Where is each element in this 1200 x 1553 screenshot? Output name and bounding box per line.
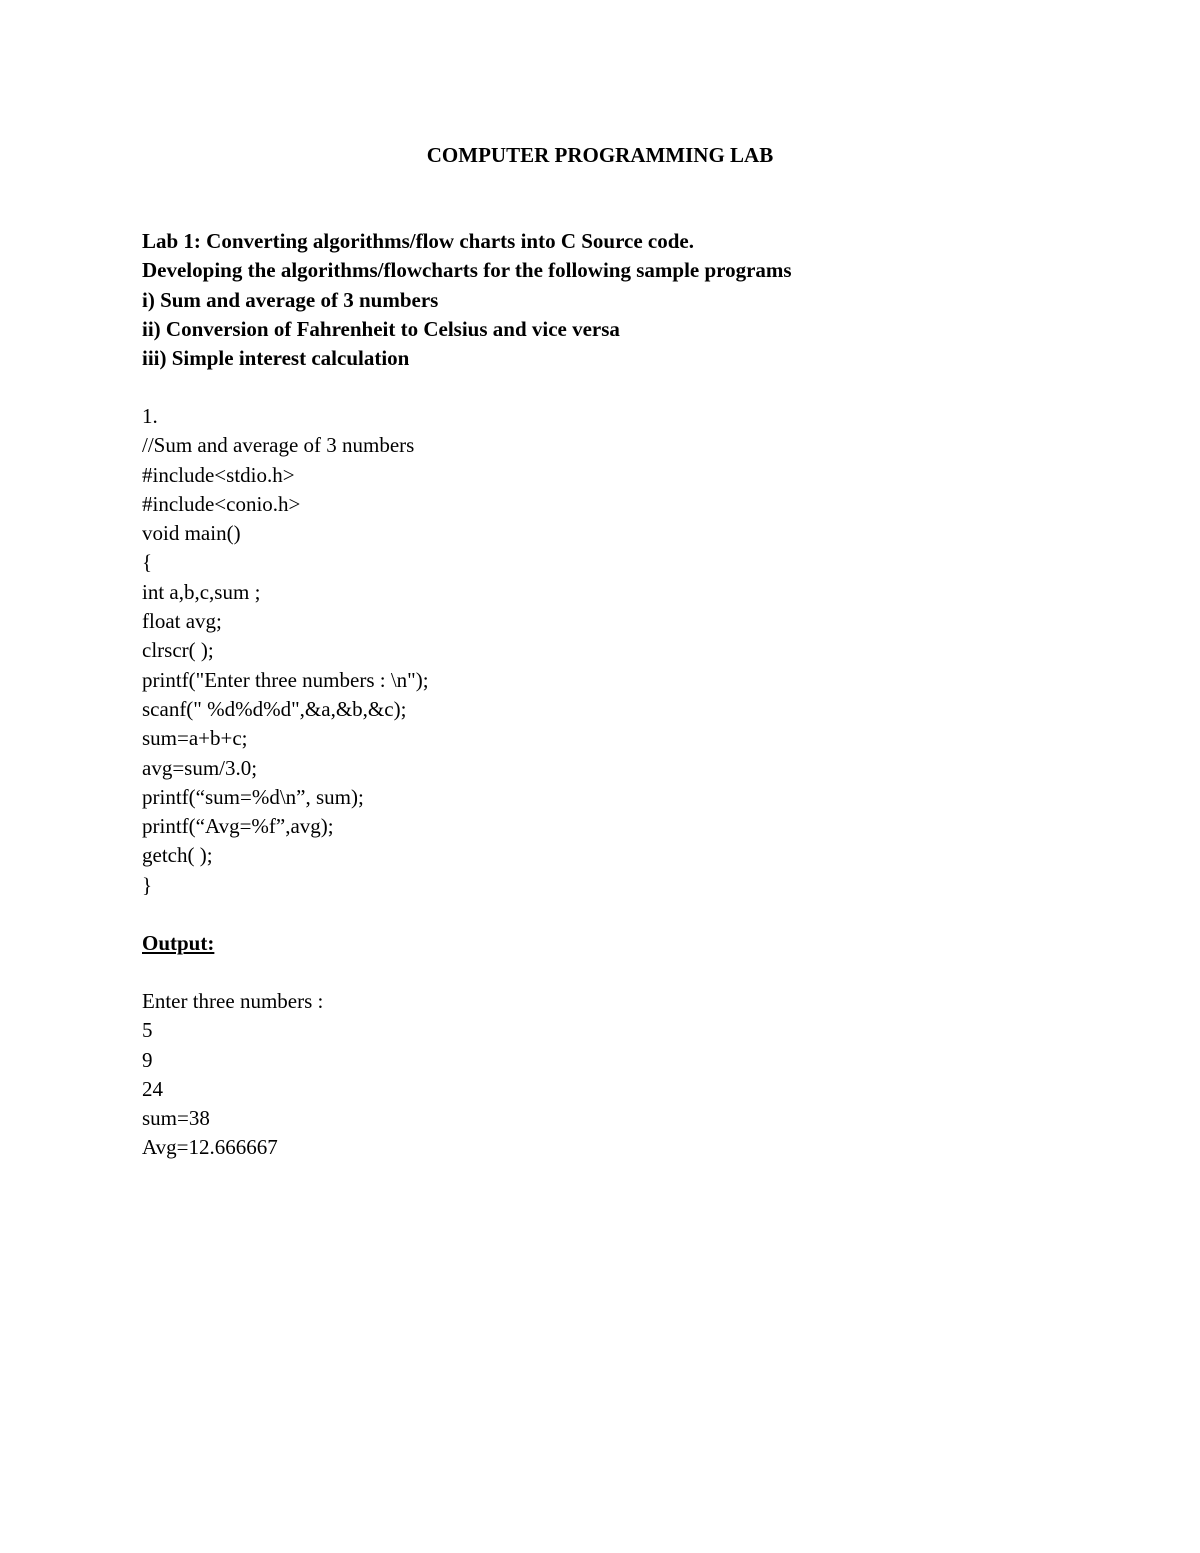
code-line: avg=sum/3.0; bbox=[142, 755, 258, 780]
code-line: scanf(" %d%d%d",&a,&b,&c); bbox=[142, 696, 407, 721]
output-line: 24 bbox=[142, 1076, 163, 1101]
program-item-1: i) Sum and average of 3 numbers bbox=[142, 287, 439, 312]
code-line: #include<conio.h> bbox=[142, 491, 301, 516]
code-line: void main() bbox=[142, 521, 241, 546]
code-line: getch( ); bbox=[142, 843, 213, 868]
lab-heading: Lab 1: Converting algorithms/flow charts into C Source code. bbox=[142, 229, 694, 253]
code-line: printf(“Avg=%f”,avg); bbox=[142, 814, 334, 839]
output-line: Avg=12.666667 bbox=[142, 1135, 278, 1160]
code-line: float avg; bbox=[142, 609, 222, 634]
program-item-3: iii) Simple interest calculation bbox=[142, 346, 410, 371]
output-listing bbox=[142, 987, 323, 1163]
output-line: 5 bbox=[142, 1018, 153, 1043]
lab-subheading: Developing the algorithms/flowcharts for the following sample programs bbox=[142, 258, 792, 283]
code-line: clrscr( ); bbox=[142, 638, 214, 663]
code-line: sum=a+b+c; bbox=[142, 726, 248, 751]
program-number: 1. bbox=[142, 404, 158, 428]
lab-heading-block bbox=[142, 227, 792, 373]
code-line: //Sum and average of 3 numbers bbox=[142, 433, 415, 458]
code-line: #include<stdio.h> bbox=[142, 462, 295, 487]
code-line: { bbox=[142, 550, 153, 575]
program-item-2: ii) Conversion of Fahrenheit to Celsius and vice versa bbox=[142, 316, 620, 341]
output-label: Output: bbox=[142, 931, 215, 955]
code-listing bbox=[142, 402, 429, 900]
code-line: int a,b,c,sum ; bbox=[142, 579, 261, 604]
page-title: COMPUTER PROGRAMMING LAB bbox=[426, 143, 774, 167]
code-line: printf("Enter three numbers : \n"); bbox=[142, 667, 429, 692]
code-line: } bbox=[142, 872, 153, 897]
output-line: Enter three numbers : bbox=[142, 989, 324, 1013]
code-line: printf(“sum=%d\n”, sum); bbox=[142, 784, 364, 809]
output-line: sum=38 bbox=[142, 1106, 210, 1131]
output-line: 9 bbox=[142, 1047, 153, 1072]
